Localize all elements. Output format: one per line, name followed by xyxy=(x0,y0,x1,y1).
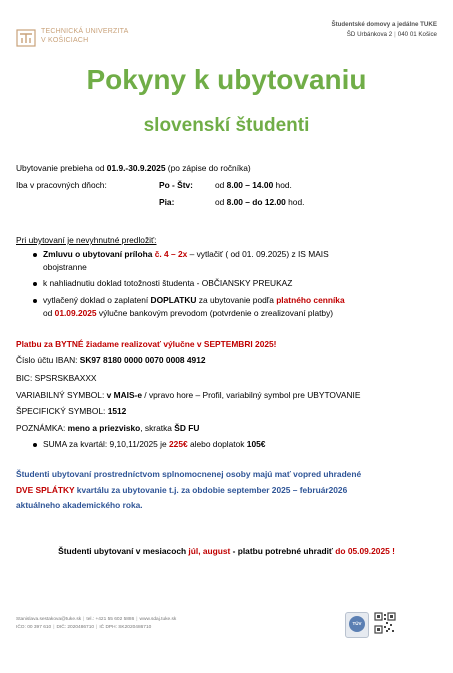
hours-mon-thu xyxy=(215,180,292,191)
specific-symbol-line xyxy=(16,406,126,417)
footer-contacts: Stanislava.sestakova@tuke.sk | tel.: +421 55 602 5886 | www.sdaj.tuke.sk IČO: 00 397 610 | DIČ: 2020486710 | IČ DPH: SK2020486710 xyxy=(16,617,177,630)
page-title: Pokyny k ubytovaniu xyxy=(86,64,367,95)
org-name: Študentské domovy a jedálne TUKE xyxy=(331,21,437,28)
logo-line-1: TECHNICKÁ UNIVERZITA xyxy=(41,28,129,35)
day-mon-thu: Po - Štv: xyxy=(159,180,193,190)
payment-text: vytlačený doklad o zaplatení xyxy=(43,295,151,305)
vs-value: v MAIS-e xyxy=(106,390,142,400)
prereq-item-contract xyxy=(43,249,329,260)
note-name: meno a priezvisko xyxy=(67,423,141,433)
from-label: od xyxy=(215,180,227,190)
iban-line xyxy=(16,355,206,366)
sum-text: SUMA za kvartál: 9,10,11/2025 je xyxy=(43,439,170,449)
variable-symbol-line xyxy=(16,390,360,401)
tuke-logo-icon xyxy=(16,29,36,47)
bullet-icon xyxy=(33,299,37,303)
logo-line-2: V KOŠICIACH xyxy=(41,36,89,44)
prereq-heading: Pri ubytovaní je nevyhnutné predložiť: xyxy=(16,235,157,245)
payment-notice: Platbu za BYTNÉ žiadame realizovať výlučne v SEPTEMBRI 2025! xyxy=(16,339,277,349)
period-dates: 01.9.-30.9.2025 xyxy=(106,163,166,173)
from-label: od xyxy=(215,197,227,207)
footer-icdph: IČ DPH: SK2020486710 xyxy=(99,625,152,630)
period-note: (po zápise do ročníka) xyxy=(165,163,251,173)
proxy-line-1: Študenti ubytovaní prostredníctvom splnomocnenej osoby majú mať vopred uhradené xyxy=(16,469,362,479)
org-city: 040 01 Košice xyxy=(397,31,437,38)
payment-text-2: za ubytovanie podľa xyxy=(196,295,277,305)
prereq-item-payment xyxy=(43,295,345,306)
page-subtitle: slovenskí študenti xyxy=(143,115,310,136)
contract-text: Zmluvu o ubytovaní príloha xyxy=(43,249,155,259)
summer-text-2: - platbu potrebné uhradiť xyxy=(230,546,336,556)
sum-full: 225€ xyxy=(169,439,188,449)
iban-label: Číslo účtu IBAN: xyxy=(16,355,80,365)
iban-value: SK97 8180 0000 0070 0008 4912 xyxy=(79,355,206,365)
sum-partial: 105€ xyxy=(246,439,266,449)
note-line xyxy=(16,423,199,434)
hours-unit: hod. xyxy=(273,180,292,190)
payment-from: od xyxy=(43,308,55,318)
sum-text-2: alebo doplatok xyxy=(187,439,247,449)
working-days-label: Iba v pracovných dňoch: xyxy=(16,180,107,190)
summer-text: Študenti ubytovaní v mesiacoch xyxy=(58,546,189,556)
contract-copies: č. 4 – 2x xyxy=(154,249,188,259)
bullet-icon xyxy=(33,282,37,286)
tuv-label: TÜV xyxy=(349,616,365,632)
payment-method: výlučne bankovým prevodom (potvrdenie o zrealizovaní platby) xyxy=(96,308,334,318)
organization-info xyxy=(331,20,437,40)
accommodation-period xyxy=(16,163,251,174)
proxy-line-2 xyxy=(16,485,347,496)
prereq-item-payment-cont xyxy=(43,308,333,319)
footer-email: Stanislava.sestakova@tuke.sk xyxy=(16,617,82,622)
prereq-item-id: k nahliadnutiu doklad totožnosti študenta - OBČIANSKY PREUKAZ xyxy=(43,278,293,288)
footer-dic: DIČ: 2020486710 xyxy=(56,625,95,630)
org-address: ŠD Urbánkova 2 | 040 01 Košice xyxy=(346,31,437,38)
note-abbrev: ŠD FU xyxy=(174,423,200,433)
prereq-item-contract-cont: obojstranne xyxy=(43,262,87,272)
payment-doplatok: DOPLATKU xyxy=(150,295,197,305)
vs-note: / vpravo hore – Profil, variabilný symbol pre UBYTOVANIE xyxy=(141,390,361,400)
bullet-icon xyxy=(33,253,37,257)
proxy-period: kvartálu za ubytovanie t.j. za obdobie september 2025 – február2026 xyxy=(74,485,348,495)
qr-code-icon xyxy=(374,612,396,634)
bic-line: BIC: SPSRSKBAXXX xyxy=(16,373,97,383)
hours-unit: hod. xyxy=(285,197,305,207)
sum-line xyxy=(43,439,265,450)
org-street: ŠD Urbánkova 2 xyxy=(346,31,393,38)
ss-label: ŠPECIFICKÝ SYMBOL: xyxy=(16,406,108,416)
hours-friday xyxy=(215,197,304,208)
summer-deadline: do 05.09.2025 ! xyxy=(335,546,395,556)
day-friday: Pia: xyxy=(159,197,175,207)
ss-value: 1512 xyxy=(107,406,127,416)
tuv-certification-badge xyxy=(345,612,369,638)
summer-months: júl, august xyxy=(188,546,231,556)
summer-notice xyxy=(0,546,453,557)
period-text: Ubytovanie prebieha od xyxy=(16,163,107,173)
payment-date: 01.09.2025 xyxy=(54,308,97,318)
proxy-installments: DVE SPLÁTKY xyxy=(16,485,75,495)
contract-note: – vytlačiť ( od 01. 09.2025) z IS MAIS xyxy=(187,249,329,259)
footer-ico: IČO: 00 397 610 xyxy=(16,625,52,630)
payment-pricelist: platného cenníka xyxy=(276,295,345,305)
hours-value: 8.00 – do 12.00 xyxy=(226,197,286,207)
footer-tel: tel.: +421 55 602 5886 xyxy=(86,617,135,622)
bullet-icon xyxy=(33,443,37,447)
note-text: , skratka xyxy=(140,423,175,433)
tuke-logo xyxy=(16,28,129,47)
footer-web: www.sdaj.tuke.sk xyxy=(139,617,177,622)
vs-label: VARIABILNÝ SYMBOL: xyxy=(16,390,107,400)
proxy-line-3: aktuálneho akademického roka. xyxy=(16,500,143,510)
hours-value: 8.00 – 14.00 xyxy=(226,180,274,190)
note-label: POZNÁMKA: xyxy=(16,423,68,433)
